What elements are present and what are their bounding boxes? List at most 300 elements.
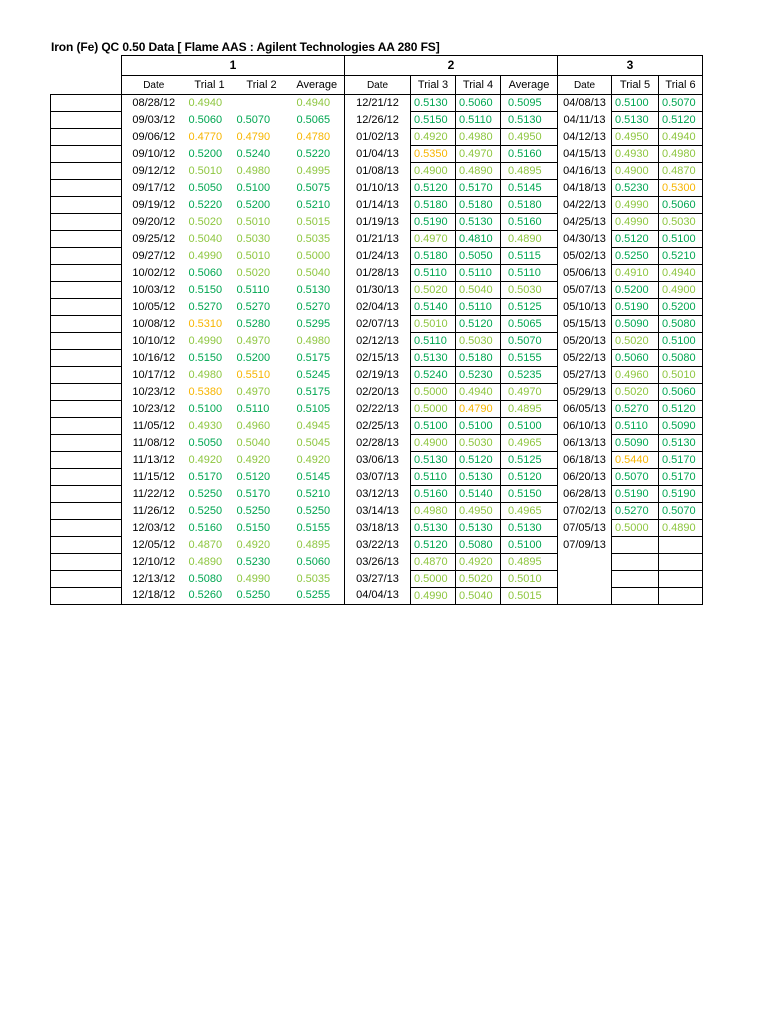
cell-date-2: 03/22/13 — [345, 537, 411, 554]
cell-average-2: 0.5145 — [501, 180, 558, 197]
cell-trial-3: 0.5180 — [411, 248, 456, 265]
cell-trial-5: 0.5250 — [612, 248, 659, 265]
cell-trial-2: 0.5510 — [236, 368, 271, 381]
cell-date-3: 05/29/13 — [558, 384, 612, 401]
table-row — [51, 384, 703, 401]
cell-trial-6: 0.5100 — [659, 333, 703, 350]
cell-date-1: 11/26/12 — [122, 503, 186, 520]
col-header-trial-6: Trial 6 — [659, 76, 703, 95]
cell-average-1: 0.4995 — [290, 163, 345, 180]
cell-average-2: 0.5180 — [501, 197, 558, 214]
cell-date-1: 11/22/12 — [122, 486, 186, 503]
cell-date-1: 09/20/12 — [122, 214, 186, 231]
cell-trial-5: 0.5270 — [612, 401, 659, 418]
cell-trial-3: 0.4900 — [411, 163, 456, 180]
table-row — [51, 367, 703, 384]
cell-trial-6: 0.5070 — [659, 503, 703, 520]
cell-trial-5: 0.5070 — [612, 469, 659, 486]
cell-trial-6: 0.5100 — [659, 231, 703, 248]
cell-trial-2: 0.5040 — [236, 436, 271, 449]
cell-date-3: 07/02/13 — [558, 503, 612, 520]
cell-date-2: 01/04/13 — [345, 146, 411, 163]
cell-date-1: 09/17/12 — [122, 180, 186, 197]
cell-date-2: 02/15/13 — [345, 350, 411, 367]
cell-date-1: 09/06/12 — [122, 129, 186, 146]
cell-trial-1: 0.4920 — [188, 453, 223, 466]
cell-trial-6 — [659, 554, 703, 571]
cell-date-2: 01/10/13 — [345, 180, 411, 197]
cell-average-2: 0.5125 — [501, 452, 558, 469]
cell-date-2: 03/26/13 — [345, 554, 411, 571]
cell-trial-1: 0.5160 — [188, 521, 223, 534]
cell-trial-5: 0.5060 — [612, 350, 659, 367]
cell-trial-5: 0.4910 — [612, 265, 659, 282]
cell-date-1: 10/08/12 — [122, 316, 186, 333]
cell-trial-3: 0.4920 — [411, 129, 456, 146]
cell-average-1: 0.5210 — [290, 197, 345, 214]
cell-trial-2: 0.5200 — [236, 198, 271, 211]
cell-date-1: 10/17/12 — [122, 367, 186, 384]
cell-trial-6: 0.4900 — [659, 282, 703, 299]
cell-trial-2: 0.4920 — [236, 453, 271, 466]
table-row — [51, 469, 703, 486]
cell-date-3: 05/20/13 — [558, 333, 612, 350]
cell-average-2: 0.5100 — [501, 537, 558, 554]
cell-average-2: 0.5125 — [501, 299, 558, 316]
table-row — [51, 571, 703, 588]
cell-date-2: 02/04/13 — [345, 299, 411, 316]
cell-average-2: 0.4890 — [501, 231, 558, 248]
cell-trial-1: 0.5050 — [188, 436, 223, 449]
table-row — [51, 180, 703, 197]
row-blank-cell — [51, 418, 122, 435]
cell-trial-5: 0.5100 — [612, 95, 659, 112]
cell-trial-4: 0.5030 — [456, 333, 501, 350]
cell-average-1: 0.5000 — [290, 248, 345, 265]
table-row — [51, 537, 703, 554]
cell-trial-3: 0.4900 — [411, 435, 456, 452]
cell-average-1: 0.5035 — [290, 571, 345, 588]
cell-trial-4: 0.4890 — [456, 163, 501, 180]
row-blank-cell — [51, 333, 122, 350]
cell-average-2: 0.5160 — [501, 146, 558, 163]
cell-trial-6: 0.5120 — [659, 401, 703, 418]
cell-date-1: 09/10/12 — [122, 146, 186, 163]
cell-date-1: 12/13/12 — [122, 571, 186, 588]
cell-trial-3: 0.5020 — [411, 282, 456, 299]
cell-date-1: 10/05/12 — [122, 299, 186, 316]
cell-trial-4: 0.5140 — [456, 486, 501, 503]
cell-trial-5: 0.5200 — [612, 282, 659, 299]
cell-date-2: 02/20/13 — [345, 384, 411, 401]
table-row — [51, 129, 703, 146]
cell-average-1: 0.5175 — [290, 350, 345, 367]
cell-trial-6 — [659, 588, 703, 605]
row-blank-cell — [51, 554, 122, 571]
row-blank-cell — [51, 197, 122, 214]
cell-trial-1: 0.5170 — [188, 470, 223, 483]
cell-trial-3: 0.5110 — [411, 265, 456, 282]
cell-date-2: 12/21/12 — [345, 95, 411, 112]
cell-trial-2: 0.5010 — [236, 249, 271, 262]
row-blank-cell — [51, 316, 122, 333]
cell-date-3: 05/07/13 — [558, 282, 612, 299]
table-row — [51, 588, 703, 605]
cell-trial-5 — [612, 554, 659, 571]
cell-trial-4: 0.5120 — [456, 316, 501, 333]
cell-average-2: 0.5130 — [501, 112, 558, 129]
cell-date-3: 05/02/13 — [558, 248, 612, 265]
cell-trial-6: 0.5210 — [659, 248, 703, 265]
cell-trial-3: 0.5110 — [411, 469, 456, 486]
cell-trial-5: 0.5190 — [612, 486, 659, 503]
cell-trial-6: 0.5090 — [659, 418, 703, 435]
cell-date-2: 01/30/13 — [345, 282, 411, 299]
cell-average-1: 0.5210 — [290, 486, 345, 503]
cell-date-1: 11/13/12 — [122, 452, 186, 469]
cell-average-2: 0.5160 — [501, 214, 558, 231]
cell-trial-1: 0.4990 — [188, 249, 223, 262]
table-row — [51, 486, 703, 503]
cell-average-1: 0.5015 — [290, 214, 345, 231]
cell-trial-2: 0.5070 — [236, 113, 271, 126]
cell-trial-5: 0.4900 — [612, 163, 659, 180]
cell-trial-1: 0.5250 — [188, 504, 223, 517]
cell-average-1: 0.4945 — [290, 418, 345, 435]
cell-average-1: 0.5295 — [290, 316, 345, 333]
table-row — [51, 452, 703, 469]
cell-trial-2: 0.5020 — [236, 266, 271, 279]
cell-date-2: 01/24/13 — [345, 248, 411, 265]
group-1-header: 1 — [122, 56, 345, 76]
cell-trial-1: 0.5060 — [188, 266, 223, 279]
cell-trial-4: 0.5040 — [456, 282, 501, 299]
cell-trial-2: 0.4970 — [236, 334, 271, 347]
cell-trial-2: 0.4980 — [236, 164, 271, 177]
cell-date-3: 06/18/13 — [558, 452, 612, 469]
cell-trial-6: 0.5130 — [659, 435, 703, 452]
cell-trial-1: 0.5150 — [188, 351, 223, 364]
row-blank-cell — [51, 571, 122, 588]
cell-date-1: 10/02/12 — [122, 265, 186, 282]
row-blank-cell — [51, 95, 122, 112]
cell-date-1: 10/16/12 — [122, 350, 186, 367]
cell-date-3: 07/09/13 — [558, 537, 612, 554]
cell-average-2: 0.5070 — [501, 333, 558, 350]
row-blank-cell — [51, 129, 122, 146]
cell-trial-2: 0.4990 — [236, 572, 271, 585]
cell-trial-1: 0.5220 — [188, 198, 223, 211]
cell-trial-1: 0.5150 — [188, 283, 223, 296]
cell-trial-4: 0.5020 — [456, 571, 501, 588]
cell-trial-2: 0.5110 — [236, 283, 270, 296]
cell-average-2: 0.5150 — [501, 486, 558, 503]
cell-average-1: 0.5250 — [290, 503, 345, 520]
cell-trial-3: 0.5130 — [411, 95, 456, 112]
cell-average-2: 0.4895 — [501, 163, 558, 180]
cell-average-2: 0.4965 — [501, 503, 558, 520]
col-header-date-3: Date — [558, 76, 612, 95]
cell-trial-2: 0.5200 — [236, 351, 271, 364]
cell-trial-4: 0.5180 — [456, 350, 501, 367]
row-blank-cell — [51, 214, 122, 231]
cell-trial-5: 0.4960 — [612, 367, 659, 384]
cell-date-2: 01/21/13 — [345, 231, 411, 248]
cell-trial-6: 0.5120 — [659, 112, 703, 129]
cell-date-2: 02/25/13 — [345, 418, 411, 435]
cell-trial-2: 0.5170 — [236, 487, 271, 500]
row-blank-cell — [51, 520, 122, 537]
cell-date-2: 01/14/13 — [345, 197, 411, 214]
cell-trial-3: 0.5120 — [411, 537, 456, 554]
cell-trial-3: 0.5130 — [411, 452, 456, 469]
cell-trial-2: 0.5120 — [236, 470, 271, 483]
cell-average-1: 0.5035 — [290, 231, 345, 248]
cell-trial-2: 0.5100 — [236, 181, 271, 194]
cell-trial-6: 0.5060 — [659, 197, 703, 214]
table-row — [51, 520, 703, 537]
row-blank-cell — [51, 299, 122, 316]
cell-trial-6 — [659, 537, 703, 554]
cell-trial-2: 0.5010 — [236, 215, 271, 228]
cell-trial-4: 0.4970 — [456, 146, 501, 163]
table-row — [51, 299, 703, 316]
cell-trial-1: 0.5080 — [188, 572, 223, 585]
cell-average-1: 0.4980 — [290, 333, 345, 350]
table-row — [51, 163, 703, 180]
cell-trial-6: 0.4890 — [659, 520, 703, 537]
cell-average-1: 0.4895 — [290, 537, 345, 554]
cell-average-1: 0.5045 — [290, 435, 345, 452]
cell-trial-6 — [659, 571, 703, 588]
cell-trial-1: 0.4890 — [188, 555, 223, 568]
cell-trial-4: 0.4940 — [456, 384, 501, 401]
table-row — [51, 146, 703, 163]
col-header-trial-5: Trial 5 — [612, 76, 659, 95]
cell-average-1: 0.4920 — [290, 452, 345, 469]
cell-trial-2: 0.5150 — [236, 521, 271, 534]
cell-trial-4: 0.5120 — [456, 452, 501, 469]
row-blank-cell — [51, 384, 122, 401]
cell-average-2: 0.4950 — [501, 129, 558, 146]
cell-date-2: 01/08/13 — [345, 163, 411, 180]
cell-average-2: 0.5100 — [501, 418, 558, 435]
cell-trial-1: 0.5050 — [188, 181, 223, 194]
cell-date-3 — [558, 588, 612, 605]
row-blank-cell — [51, 486, 122, 503]
cell-trial-1: 0.4770 — [188, 130, 223, 143]
qc-data-table — [50, 55, 703, 605]
row-blank-cell — [51, 367, 122, 384]
cell-trial-5: 0.5190 — [612, 299, 659, 316]
cell-trial-3: 0.5150 — [411, 112, 456, 129]
cell-date-3: 05/15/13 — [558, 316, 612, 333]
cell-trial-4: 0.4920 — [456, 554, 501, 571]
col-header-trial-3: Trial 3 — [411, 76, 456, 95]
cell-trial-6: 0.5030 — [659, 214, 703, 231]
cell-trial-4: 0.5110 — [456, 265, 501, 282]
cell-date-3: 07/05/13 — [558, 520, 612, 537]
cell-average-2: 0.5115 — [501, 248, 558, 265]
table-row — [51, 350, 703, 367]
cell-date-1: 10/10/12 — [122, 333, 186, 350]
row-blank-cell — [51, 248, 122, 265]
cell-trial-1: 0.5040 — [188, 232, 223, 245]
cell-trial-1: 0.5270 — [188, 300, 223, 313]
row-blank-cell — [51, 146, 122, 163]
cell-date-2: 02/28/13 — [345, 435, 411, 452]
cell-date-1: 12/18/12 — [122, 588, 186, 605]
cell-trial-4: 0.5180 — [456, 197, 501, 214]
cell-trial-6: 0.5010 — [659, 367, 703, 384]
cell-date-3: 06/28/13 — [558, 486, 612, 503]
cell-date-3: 04/11/13 — [558, 112, 612, 129]
cell-trial-3: 0.4970 — [411, 231, 456, 248]
page-title: Iron (Fe) QC 0.50 Data [ Flame AAS : Agilent Technologies AA 280 FS] — [51, 40, 440, 54]
cell-average-2: 0.5010 — [501, 571, 558, 588]
cell-trial-2: 0.5250 — [234, 588, 290, 605]
cell-date-1: 12/10/12 — [122, 554, 186, 571]
table-row — [51, 554, 703, 571]
cell-trial-1: 0.4870 — [188, 538, 223, 551]
column-header-row — [51, 76, 703, 95]
table-row — [51, 197, 703, 214]
cell-average-2: 0.4895 — [501, 401, 558, 418]
table-row — [51, 112, 703, 129]
table-row — [51, 282, 703, 299]
cell-trial-3: 0.5190 — [411, 214, 456, 231]
row-blank-cell — [51, 469, 122, 486]
col-header-trial-1: Trial 1 — [186, 76, 234, 95]
cell-trial-2: 0.5110 — [236, 402, 270, 415]
cell-date-2: 12/26/12 — [345, 112, 411, 129]
cell-trial-1: 0.4930 — [188, 419, 223, 432]
cell-trial-3: 0.5000 — [411, 571, 456, 588]
cell-average-1: 0.5060 — [290, 554, 345, 571]
row-blank-cell — [51, 282, 122, 299]
cell-date-3: 04/22/13 — [558, 197, 612, 214]
cell-date-2: 03/14/13 — [345, 503, 411, 520]
cell-trial-6: 0.5190 — [659, 486, 703, 503]
cell-trial-4: 0.5060 — [456, 95, 501, 112]
cell-date-1: 09/25/12 — [122, 231, 186, 248]
cell-trial-5: 0.4990 — [612, 197, 659, 214]
cell-trial-2 — [234, 95, 290, 112]
cell-trial-3: 0.4990 — [411, 588, 456, 605]
cell-trial-6: 0.5080 — [659, 316, 703, 333]
cell-trial-3: 0.5000 — [411, 384, 456, 401]
cell-average-2: 0.4965 — [501, 435, 558, 452]
cell-trial-3: 0.5110 — [411, 333, 456, 350]
cell-trial-4: 0.5100 — [456, 418, 501, 435]
cell-trial-3: 0.5130 — [411, 350, 456, 367]
cell-average-2: 0.5235 — [501, 367, 558, 384]
cell-date-3: 04/16/13 — [558, 163, 612, 180]
cell-trial-4: 0.5130 — [456, 520, 501, 537]
cell-trial-2: 0.5030 — [236, 232, 271, 245]
cell-trial-3: 0.5160 — [411, 486, 456, 503]
cell-date-1: 09/12/12 — [122, 163, 186, 180]
cell-average-1: 0.4940 — [290, 95, 345, 112]
cell-date-2: 01/19/13 — [345, 214, 411, 231]
cell-trial-5: 0.5110 — [612, 418, 659, 435]
group-3-header: 3 — [558, 56, 703, 76]
cell-trial-6: 0.5200 — [659, 299, 703, 316]
cell-date-3: 04/08/13 — [558, 95, 612, 112]
cell-average-1: 0.5130 — [290, 282, 345, 299]
cell-trial-2: 0.5250 — [236, 504, 271, 517]
cell-trial-1: 0.5060 — [188, 113, 223, 126]
cell-trial-5: 0.5000 — [612, 520, 659, 537]
row-blank-cell — [51, 265, 122, 282]
blank-corner — [51, 76, 122, 95]
cell-average-1: 0.5270 — [290, 299, 345, 316]
cell-date-3: 06/05/13 — [558, 401, 612, 418]
cell-date-3: 06/10/13 — [558, 418, 612, 435]
cell-date-3: 05/10/13 — [558, 299, 612, 316]
cell-average-2: 0.5120 — [501, 469, 558, 486]
cell-trial-3: 0.5120 — [411, 180, 456, 197]
cell-date-3 — [558, 571, 612, 588]
group-header-row — [51, 56, 703, 76]
cell-trial-1: 0.5020 — [188, 215, 223, 228]
cell-date-1: 08/28/12 — [122, 95, 186, 112]
cell-trial-2: 0.5240 — [236, 147, 271, 160]
cell-trial-5: 0.5440 — [612, 452, 659, 469]
row-blank-cell — [51, 231, 122, 248]
cell-trial-5: 0.4930 — [612, 146, 659, 163]
cell-date-1: 10/03/12 — [122, 282, 186, 299]
cell-date-1: 11/15/12 — [122, 469, 186, 486]
cell-trial-5 — [612, 571, 659, 588]
cell-date-3: 04/30/13 — [558, 231, 612, 248]
cell-date-1: 09/03/12 — [122, 112, 186, 129]
cell-date-1: 09/27/12 — [122, 248, 186, 265]
cell-trial-6: 0.5170 — [659, 469, 703, 486]
cell-trial-6: 0.4870 — [659, 163, 703, 180]
cell-date-2: 01/02/13 — [345, 129, 411, 146]
cell-trial-2: 0.4790 — [236, 130, 271, 143]
cell-average-2: 0.5065 — [501, 316, 558, 333]
cell-trial-5: 0.5120 — [612, 231, 659, 248]
cell-average-1: 0.5105 — [290, 401, 345, 418]
col-header-average-2: Average — [501, 76, 558, 95]
cell-average-1: 0.5155 — [290, 520, 345, 537]
table-row — [51, 418, 703, 435]
cell-average-2: 0.5015 — [501, 588, 558, 605]
col-header-date-2: Date — [345, 76, 411, 95]
cell-trial-4: 0.5110 — [456, 112, 501, 129]
row-blank-cell — [51, 112, 122, 129]
cell-date-3: 05/06/13 — [558, 265, 612, 282]
cell-date-1: 09/19/12 — [122, 197, 186, 214]
table-row — [51, 248, 703, 265]
cell-trial-4: 0.4810 — [456, 231, 501, 248]
col-header-trial-2: Trial 2 — [234, 76, 290, 95]
cell-date-1: 11/05/12 — [122, 418, 186, 435]
group-2-header: 2 — [345, 56, 558, 76]
cell-average-2: 0.4895 — [501, 554, 558, 571]
cell-trial-1: 0.5250 — [188, 487, 223, 500]
cell-average-1: 0.5075 — [290, 180, 345, 197]
cell-trial-5 — [612, 537, 659, 554]
cell-average-1: 0.4780 — [290, 129, 345, 146]
cell-trial-4: 0.5030 — [456, 435, 501, 452]
cell-date-3: 06/13/13 — [558, 435, 612, 452]
cell-trial-1: 0.5380 — [188, 385, 223, 398]
cell-date-1: 10/23/12 — [122, 401, 186, 418]
cell-trial-1: 0.4980 — [188, 368, 223, 381]
